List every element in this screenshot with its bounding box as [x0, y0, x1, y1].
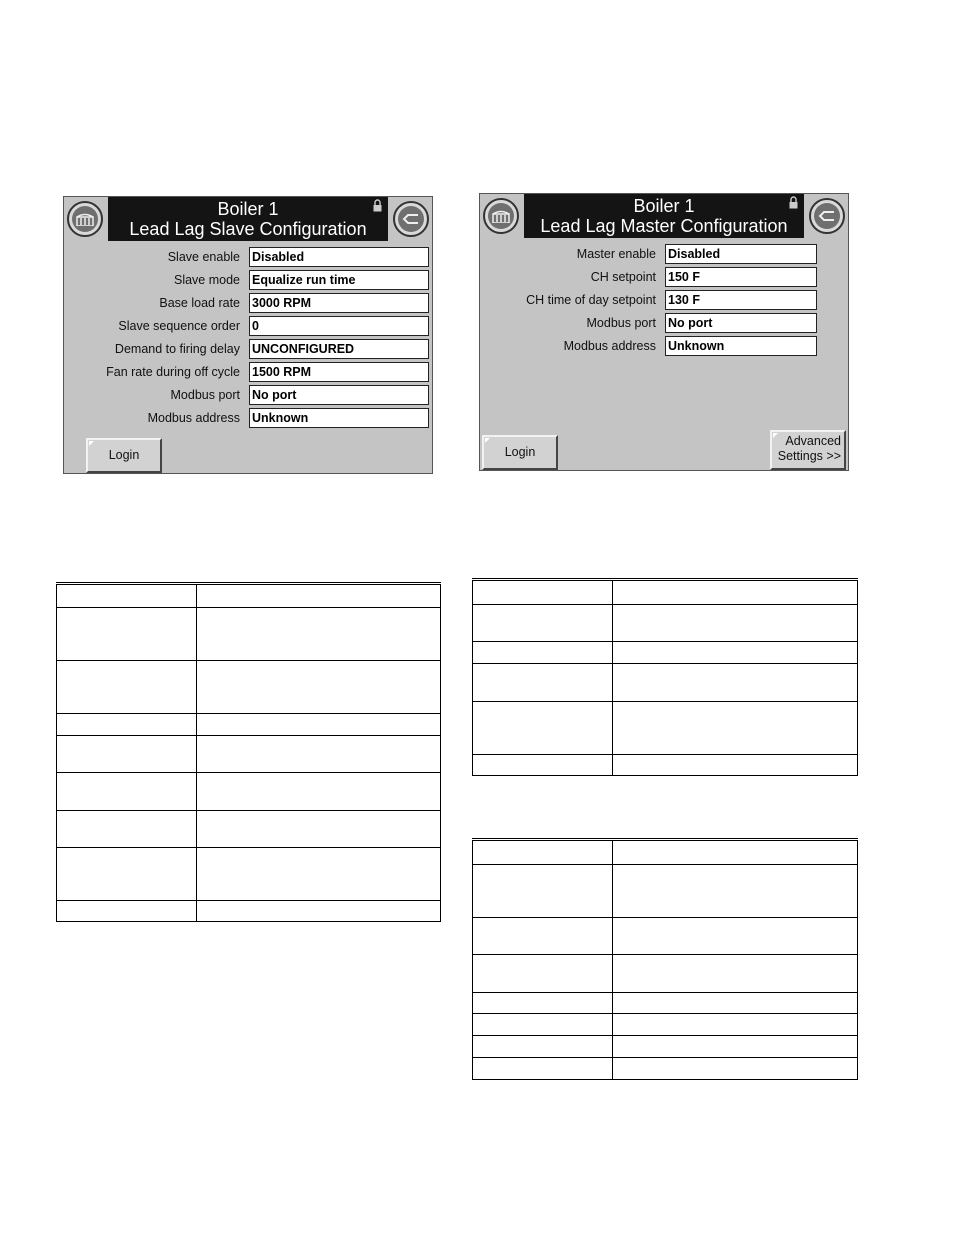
table-cell	[473, 1036, 613, 1058]
table-row	[57, 901, 441, 922]
back-button[interactable]	[809, 198, 845, 234]
table-row	[57, 714, 441, 736]
master-enable-label: Master enable	[576, 247, 656, 261]
table-cell	[473, 955, 613, 993]
modbus-port-label: Modbus port	[170, 388, 240, 402]
table-row	[473, 755, 858, 776]
table-cell	[613, 865, 858, 918]
table-row	[473, 993, 858, 1014]
advanced-settings-button[interactable]	[770, 430, 846, 470]
modbus-address-label: Modbus address	[147, 411, 240, 425]
table-cell	[57, 773, 197, 811]
slave-mode-field[interactable]: Equalize run time	[249, 270, 429, 290]
table-cell	[613, 1058, 858, 1080]
table-cell	[197, 811, 441, 848]
modbus-address-field[interactable]: Unknown	[665, 336, 817, 356]
table-cell	[57, 848, 197, 901]
ch-time-of-day-setpoint-label: CH time of day setpoint	[526, 293, 656, 307]
login-button-label: Login	[108, 448, 140, 462]
slave-enable-label: Slave enable	[167, 250, 240, 264]
home-icon	[488, 203, 514, 229]
advanced-settings-label-line2: Settings >>	[777, 449, 841, 463]
table-cell	[473, 755, 613, 776]
table-row	[57, 848, 441, 901]
login-button[interactable]	[86, 438, 162, 473]
ch-time-of-day-setpoint-field[interactable]: 130 F	[665, 290, 817, 310]
demand-to-firing-delay-field[interactable]: UNCONFIGURED	[249, 339, 429, 359]
screen-subtitle: Lead Lag Master Configuration	[540, 216, 788, 236]
table-cell	[473, 1014, 613, 1036]
table-cell	[197, 736, 441, 773]
table-cell	[473, 702, 613, 755]
back-arrow-icon	[398, 206, 424, 232]
table-cell	[197, 584, 441, 608]
table-row	[473, 955, 858, 993]
table-cell	[613, 642, 858, 664]
table-row	[473, 1058, 858, 1080]
table-cell	[197, 661, 441, 714]
screen-title: Boiler 1	[633, 196, 695, 216]
table-cell	[613, 840, 858, 865]
advanced-parameter-table	[472, 838, 858, 1080]
table-cell	[613, 918, 858, 955]
login-button-label: Login	[504, 445, 536, 459]
button-corner-mark	[89, 441, 94, 446]
advanced-settings-label-line1: Advanced	[785, 434, 841, 448]
table-cell	[613, 955, 858, 993]
screen-subtitle: Lead Lag Slave Configuration	[129, 219, 367, 239]
lock-icon	[789, 196, 798, 209]
modbus-address-label: Modbus address	[563, 339, 656, 353]
login-button[interactable]	[482, 435, 558, 470]
table-header-row	[473, 840, 858, 865]
back-arrow-icon	[814, 203, 840, 229]
modbus-port-field[interactable]: No port	[249, 385, 429, 405]
table-cell	[473, 605, 613, 642]
table-cell	[57, 736, 197, 773]
table-cell	[57, 901, 197, 922]
button-corner-mark	[485, 438, 490, 443]
table-cell	[473, 993, 613, 1014]
table-row	[473, 1014, 858, 1036]
ch-setpoint-label: CH setpoint	[590, 270, 656, 284]
table-cell	[613, 580, 858, 605]
table-cell	[57, 608, 197, 661]
table-cell	[473, 664, 613, 702]
slave-parameter-table	[56, 582, 441, 922]
back-button[interactable]	[393, 201, 429, 237]
home-icon	[72, 206, 98, 232]
table-row	[57, 811, 441, 848]
table-cell	[613, 605, 858, 642]
table-cell	[57, 584, 197, 608]
title-bar	[480, 194, 848, 238]
fan-rate-off-cycle-label: Fan rate during off cycle	[106, 365, 240, 379]
table-cell	[473, 1058, 613, 1080]
modbus-port-label: Modbus port	[586, 316, 656, 330]
ch-setpoint-field[interactable]: 150 F	[665, 267, 817, 287]
fan-rate-off-cycle-field[interactable]: 1500 RPM	[249, 362, 429, 382]
table-row	[473, 1036, 858, 1058]
table-row	[473, 664, 858, 702]
table-cell	[197, 714, 441, 736]
title-text-area	[524, 194, 804, 238]
table-row	[473, 702, 858, 755]
table-cell	[613, 1014, 858, 1036]
slave-sequence-order-field[interactable]: 0	[249, 316, 429, 336]
lock-icon	[373, 199, 382, 212]
table-cell	[613, 755, 858, 776]
slave-enable-field[interactable]: Disabled	[249, 247, 429, 267]
table-row	[57, 736, 441, 773]
table-row	[473, 918, 858, 955]
demand-to-firing-delay-label: Demand to firing delay	[114, 342, 240, 356]
table-cell	[613, 993, 858, 1014]
table-cell	[613, 664, 858, 702]
table-cell	[473, 865, 613, 918]
title-text-area	[108, 197, 388, 241]
slave-config-screen	[63, 196, 433, 474]
table-cell	[613, 702, 858, 755]
master-enable-field[interactable]: Disabled	[665, 244, 817, 264]
table-cell	[57, 714, 197, 736]
table-row	[473, 642, 858, 664]
table-cell	[57, 811, 197, 848]
table-row	[473, 865, 858, 918]
home-button[interactable]	[483, 198, 519, 234]
table-header-row	[473, 580, 858, 605]
slave-sequence-order-label: Slave sequence order	[118, 319, 240, 333]
table-row	[57, 773, 441, 811]
table-row	[57, 661, 441, 714]
table-header-row	[57, 584, 441, 608]
screen-title: Boiler 1	[217, 199, 279, 219]
table-cell	[57, 661, 197, 714]
table-cell	[473, 642, 613, 664]
home-button[interactable]	[67, 201, 103, 237]
table-cell	[197, 773, 441, 811]
table-cell	[197, 848, 441, 901]
master-parameter-table	[472, 578, 858, 776]
table-cell	[197, 901, 441, 922]
table-cell	[473, 840, 613, 865]
modbus-port-field[interactable]: No port	[665, 313, 817, 333]
modbus-address-field[interactable]: Unknown	[249, 408, 429, 428]
title-bar	[64, 197, 432, 241]
table-row	[473, 605, 858, 642]
base-load-rate-field[interactable]: 3000 RPM	[249, 293, 429, 313]
table-cell	[473, 580, 613, 605]
base-load-rate-label: Base load rate	[159, 296, 240, 310]
table-cell	[197, 608, 441, 661]
table-cell	[473, 918, 613, 955]
button-corner-mark	[773, 433, 778, 438]
table-row	[57, 608, 441, 661]
slave-mode-label: Slave mode	[173, 273, 240, 287]
table-cell	[613, 1036, 858, 1058]
master-config-screen	[479, 193, 849, 471]
